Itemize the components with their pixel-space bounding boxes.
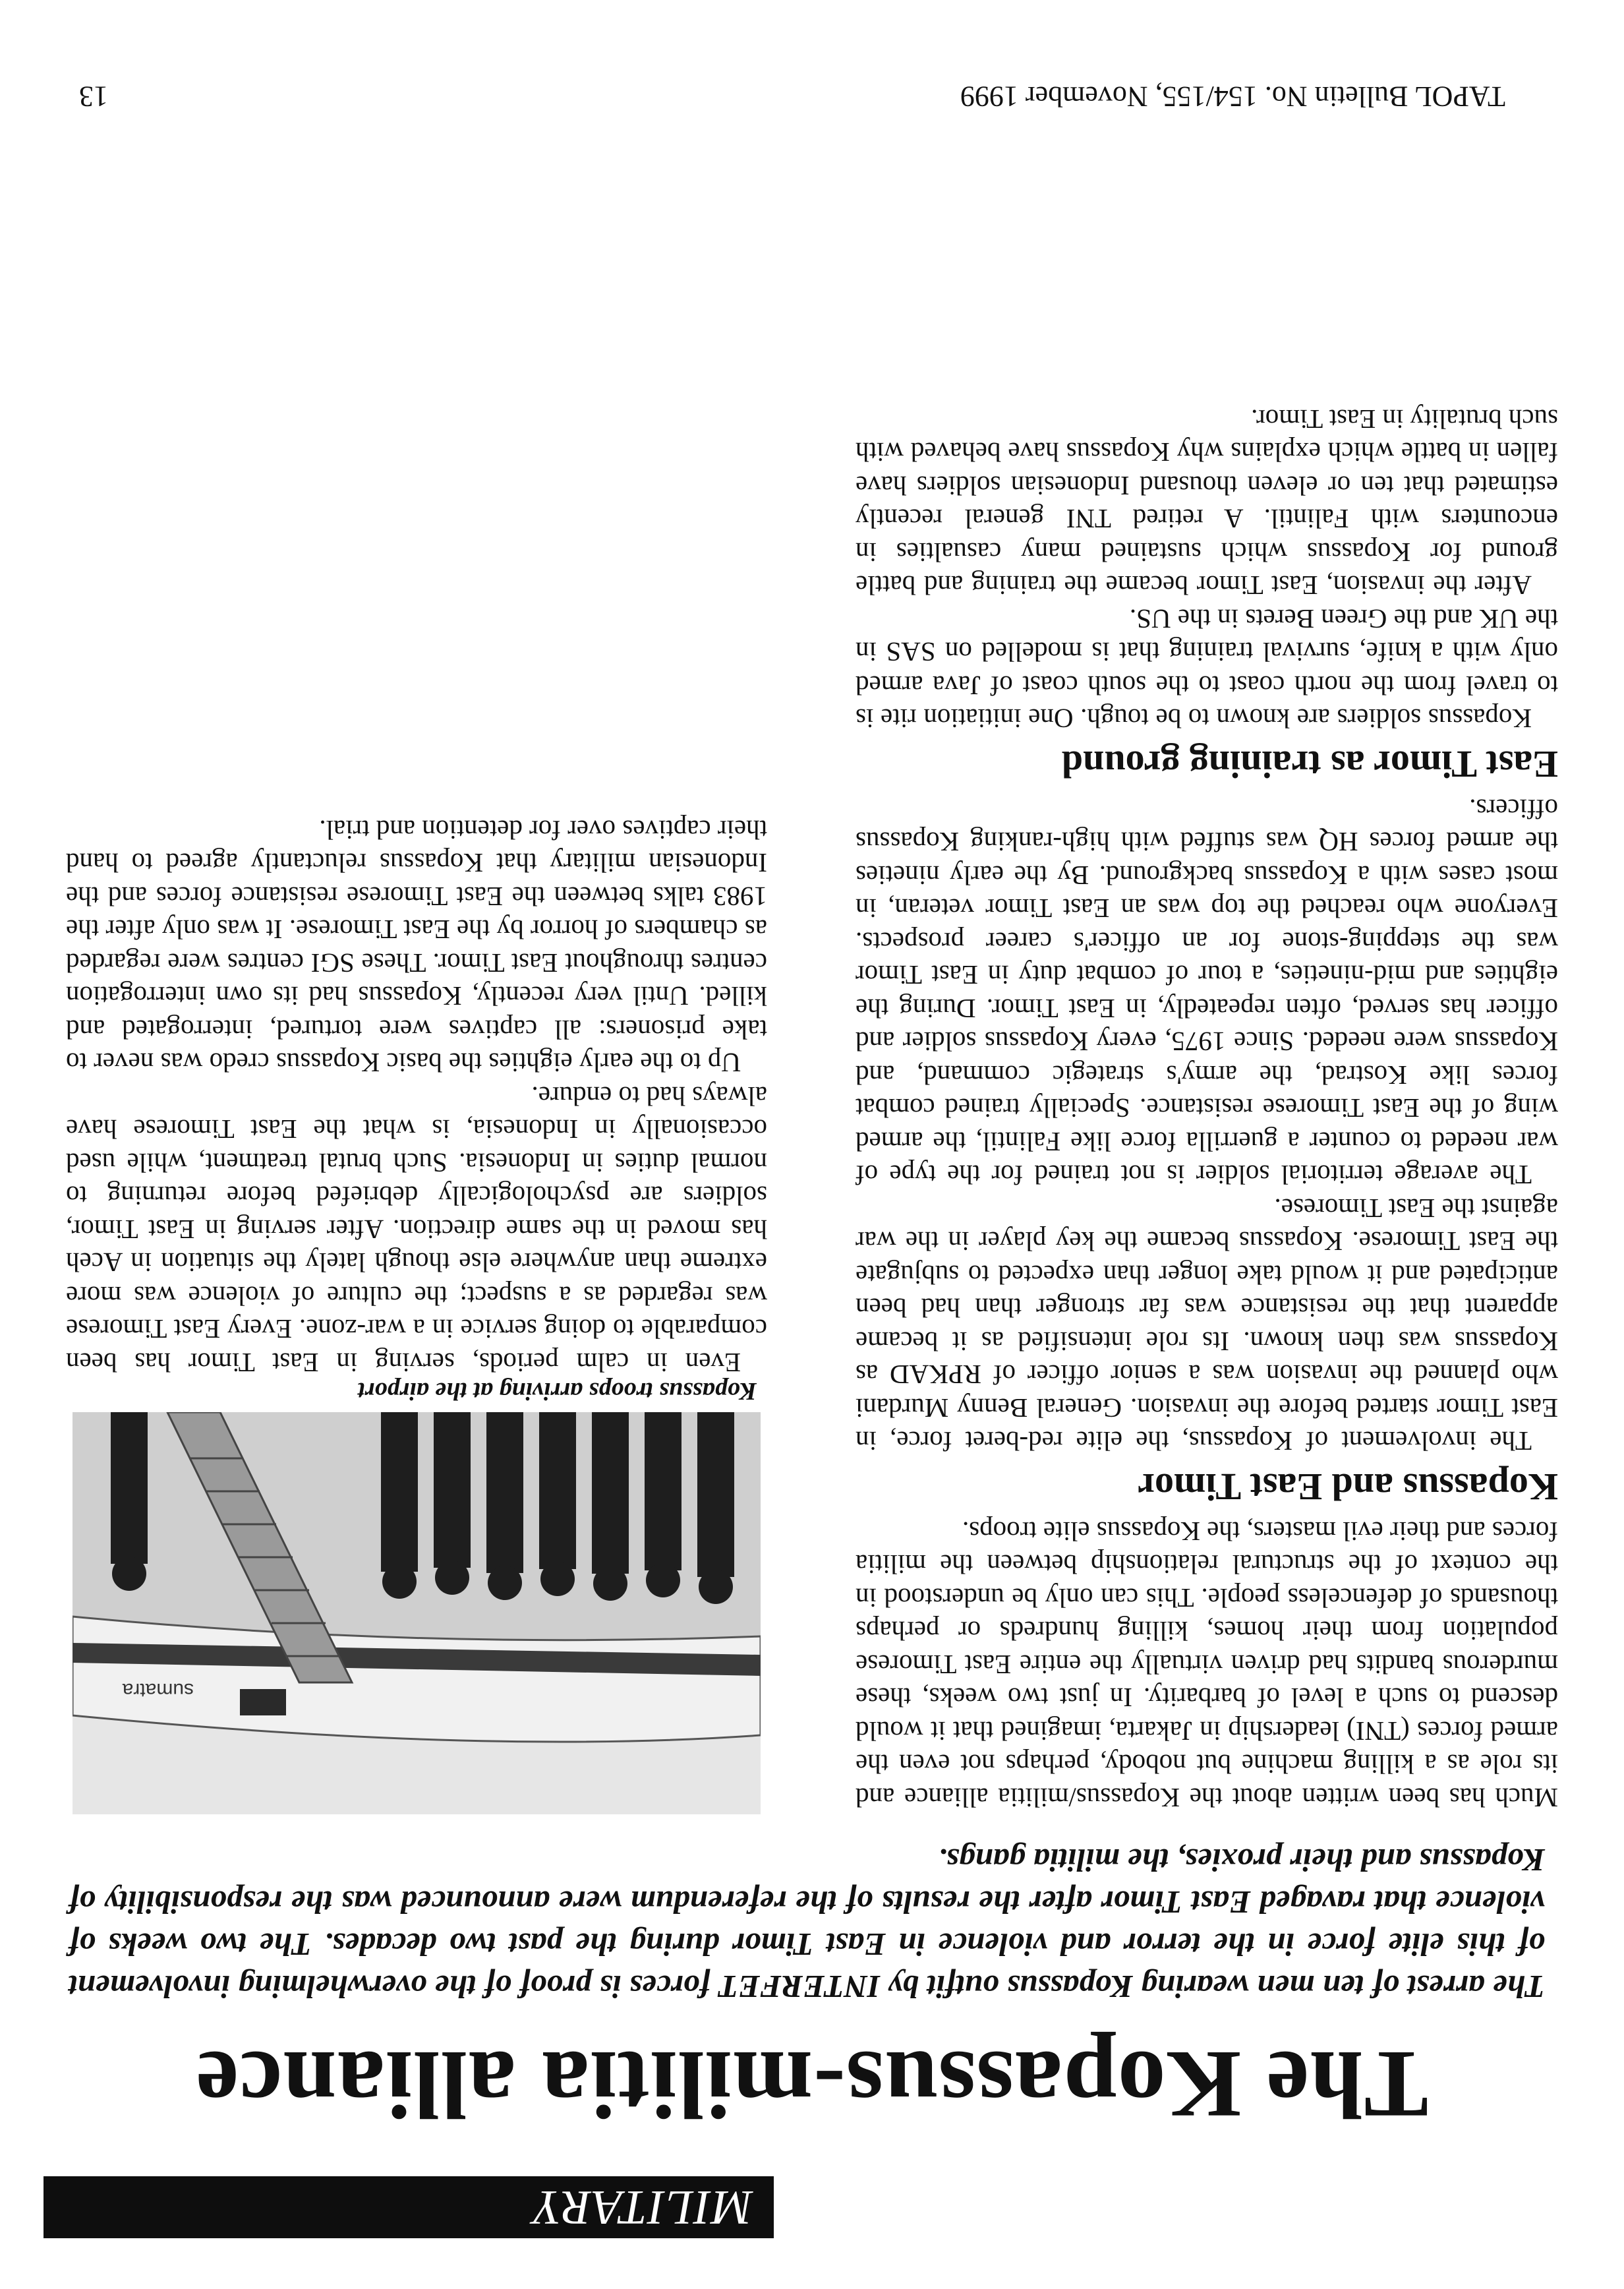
section-banner <box>44 2176 774 2238</box>
paragraph: Up to the early eighties the basic Kopassus credo was never to take prisoners: all captives were tortured, interrogated and killed. Until very recently, Kopassus had its own interrogation centres throughout East Timor. These SGI centres were regarded as chambers of horror by the East Timorese. It was only after the 1983 talks between the East Timorese resistance forces and the Indonesian military that Kopassus reluctantly agreed to hand their captives over for detention and trial. <box>66 815 767 1079</box>
section-heading: East Timor as training ground <box>1061 743 1558 787</box>
left-column <box>856 403 1558 1815</box>
section-banner-label: MILITARY <box>533 2180 753 2235</box>
publication-line: TAPOL Bulletin No. 154/155, November 1999 <box>960 80 1505 113</box>
right-column <box>66 814 767 1380</box>
paragraph: Kopassus soldiers are known to be tough. One initiation rite is to travel from the north coast to the south coast of Java armed only with a knife, survival training that is modelled on SAS in the UK and the Green Berets in the US. <box>856 604 1558 734</box>
troops-photo <box>72 1412 761 1814</box>
paragraph: Much has been written about the Kopassus/militia alliance and its role as a killing machine but nobody, perhaps not even the armed forces (TNI) leadership in Jakarta, imagined that it would descend to such a level of barbarity. In just two weeks, these murderous bandits had driven virtually the entire East Timorese population from their homes, killing hundreds or perhaps thousands of defenceless people. This can only be understood in the context of the structural relationship between the militia forces and their evil masters, the Kopassus elite troops. <box>856 1516 1558 1813</box>
article-intro: The arrest of ten men wearing Kopassus outfit by INTERFET forces is proof of the overwhelming involvement of this elite force in the terror and violence in East Timor during the past two decades. The two weeks of violence that ravaged East Timor after the results of the referendum were announced was the responsibility of Kopassus and their proxies, the militia gangs. <box>69 1842 1545 2005</box>
troops-photo-illustration <box>72 1412 761 1814</box>
paragraph: The involvement of Kopassus, the elite red-beret force, in East Timor started before the invasion. General Benny Murdani who planned the invasion was a senior officer of RPKAD as Kopassus was then known. Its role intensified as it became apparent that the resistance was far stronger than had been anticipated and it would take longer than expected to subjugate the East Timorese. Kopassus became the key player in the war against the East Timorese. <box>856 1193 1558 1457</box>
photo-caption: Kopassus troops arriving at the airport <box>358 1377 757 1405</box>
paragraph: Even in calm periods, serving in East Timor has been comparable to doing service in a war-zone. Every East Timorese was regarded as a suspect; the culture of violence was more extreme than anywhere else though lately the situation in Aceh has moved in the same direction. After serving in East Timor, soldiers are psychologically debriefed before returning to normal duties in Indonesia. Such brutal treatment, while used occasionally in Indonesia, is what the East Timorese have always had to endure. <box>66 1081 767 1378</box>
page-footer <box>79 80 1505 113</box>
article-title: The Kopassus-militia alliance <box>195 2031 1429 2138</box>
section-heading: Kopassus and East Timor <box>1138 1466 1558 1509</box>
page-number: 13 <box>79 80 108 113</box>
paragraph: After the invasion, East Timor became the training and battle ground for Kopassus which sustained many casualties in encounters with Falintil. A retired TNI general recently estimated that ten or eleven thousand Indonesian soldiers have fallen in battle which explains why Kopassus have behaved with such brutality in East Timor. <box>856 404 1558 601</box>
paragraph: The average territorial soldier is not trained for the type of war needed to counter a guerrilla force like Falintil, the armed wing of the East Timorese resistance. Specially trained combat forces like Kostrad, the army's strategic command, and Kopassus were needed. Since 1975, every Kopassus soldier and officer has served, often repeatedly, in East Timor. During the eighties and mid-nineties, a tour of combat duty in East Timor was the stepping-stone for an officer's career prospects. Everyone who reached the top was an East Timor veteran, in most cases with a Kopassus background. By the early nineties the armed forces HQ was stuffed with high-ranking Kopassus officers. <box>856 794 1558 1191</box>
plane-livery-text: sumatra <box>122 1679 194 1701</box>
